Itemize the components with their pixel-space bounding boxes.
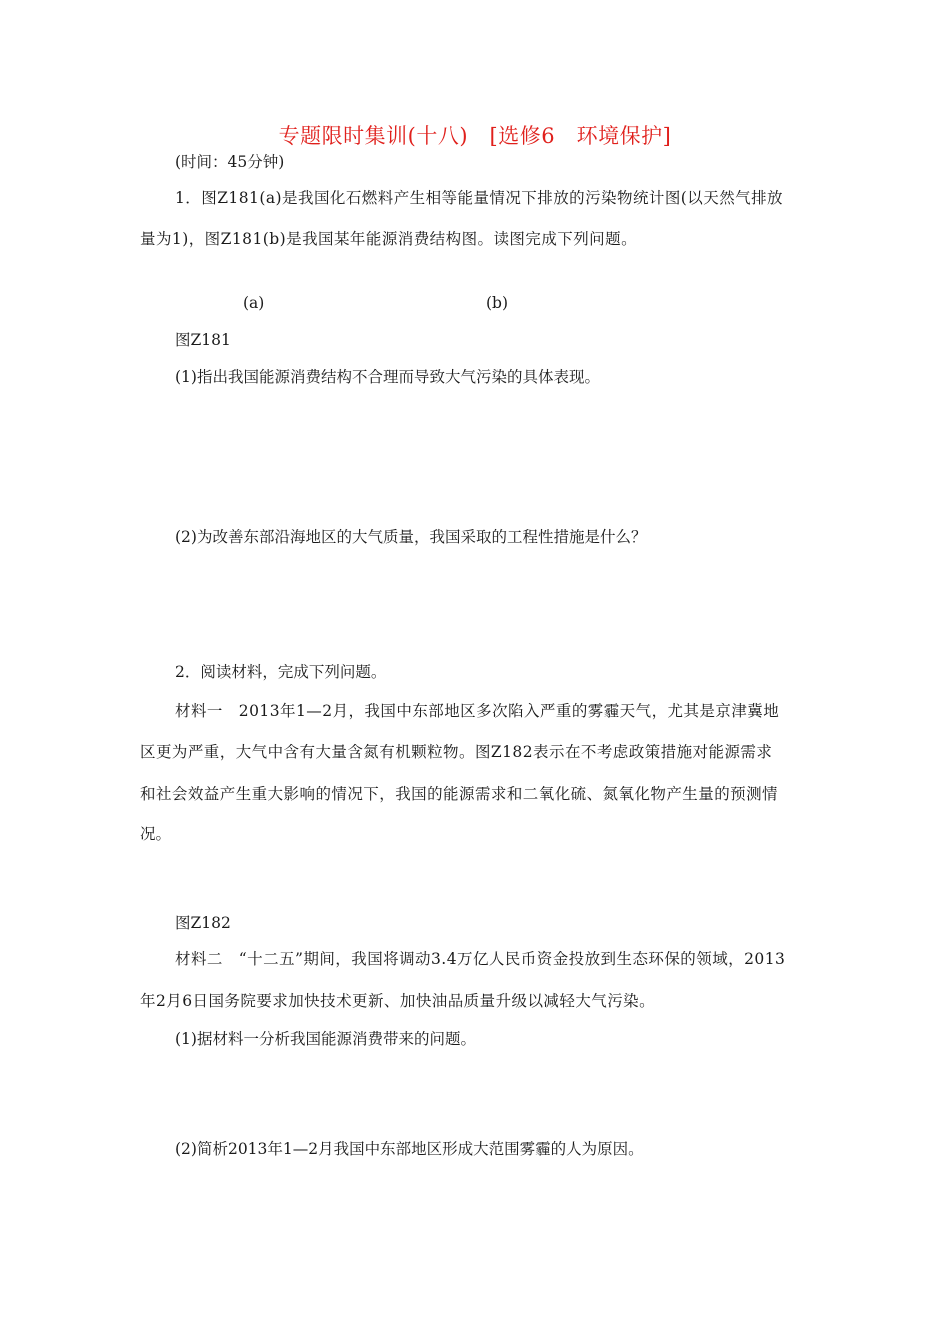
q2-material1-line3: 和社会效益产生重大影响的情况下，我国的能源需求和二氧化硫、氮氧化物产生量的预测情 [140,785,779,803]
q1-figure-caption: 图Z181 [175,331,231,349]
page-title: 专题限时集训(十八) [选修6 环境保护] [278,124,672,148]
q2-material2-line2: 年2月6日国务院要求加快技术更新、加快油品质量升级以减轻大气污染。 [140,992,656,1010]
q2-material1-line4: 况。 [140,825,172,843]
q2-material2-line1: 材料二 “十二五”期间，我国将调动3.4万亿人民币资金投放到生态环保的领域，2013 [175,950,786,968]
q1-part2: (2)为改善东部沿海地区的大气质量，我国采取的工程性措施是什么？ [175,528,647,546]
q1-part1: (1)指出我国能源消费结构不合理而导致大气污染的具体表现。 [175,368,600,386]
q2-material1-line1: 材料一 2013年1—2月，我国中东部地区多次陷入严重的雾霾天气，尤其是京津冀地 [175,702,780,720]
q2-part1: (1)据材料一分析我国能源消费带来的问题。 [175,1030,476,1048]
q1-text-line1: 1．图Z181(a)是我国化石燃料产生相等能量情况下排放的污染物统计图(以天然气排放 [175,189,784,207]
q1-text-line2: 量为1)，图Z181(b)是我国某年能源消费结构图。读图完成下列问题。 [140,230,638,248]
q2-material1-line2: 区更为严重，大气中含有大量含氮有机颗粒物。图Z182表示在不考虑政策措施对能源需求 [140,743,773,761]
q1-figure-label-b: (b) [486,294,509,312]
q2-intro: 2．阅读材料，完成下列问题。 [175,663,387,681]
q1-figure-label-a: (a) [243,294,265,312]
time-note: (时间：45分钟) [175,153,285,171]
q2-figure-caption: 图Z182 [175,914,231,932]
q2-part2: (2)简析2013年1—2月我国中东部地区形成大范围雾霾的人为原因。 [175,1140,644,1158]
